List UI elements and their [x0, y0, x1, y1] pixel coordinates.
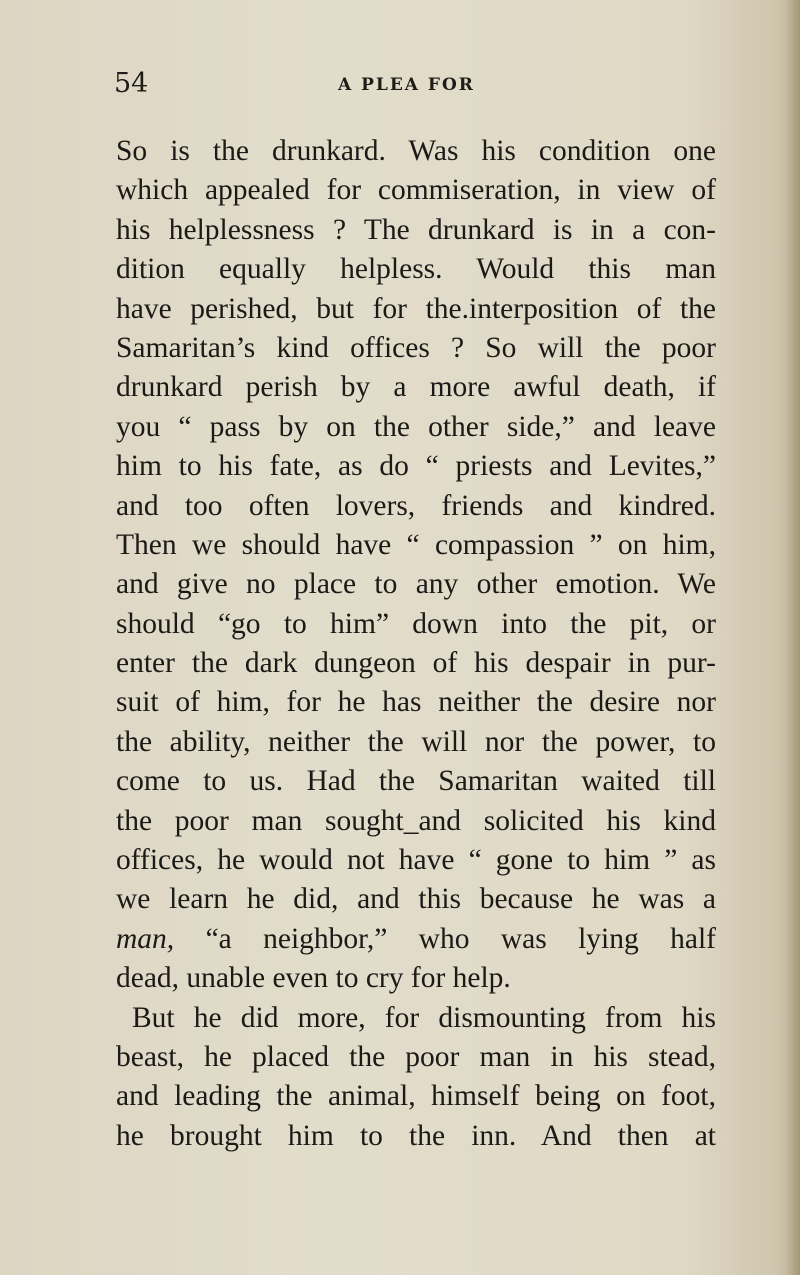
text-line: So is the drunkard. Was his condition one: [116, 135, 716, 167]
text-line: dead, unable even to cry for help.: [116, 962, 511, 995]
italic-word: man,: [116, 922, 175, 955]
page-edge-shadow: [786, 0, 800, 1275]
text-line: enter the dark dungeon of his despair in pur-: [116, 647, 716, 680]
text-line: his helplessness ? The drunkard is in a con-: [116, 213, 716, 246]
text-line: come to us. Had the Samaritan waited till: [116, 765, 716, 798]
page-header: [114, 68, 714, 108]
body-text: [116, 132, 716, 1156]
text-line: Then we should have “ compassion ” on him,: [116, 528, 716, 561]
text-line: drunkard perish by a more awful death, if: [116, 371, 716, 404]
page-number: 54: [114, 68, 149, 99]
text-line: and give no place to any other emotion. We: [116, 568, 716, 601]
text-line: offices, he would not have “ gone to him ” as: [116, 844, 716, 877]
text-line: him to his fate, as do “ priests and Levites,”: [116, 450, 716, 483]
text-line: he brought him to the inn. And then at: [116, 1119, 716, 1152]
text-line: you “ pass by on the other side,” and leave: [116, 410, 716, 443]
text-line-with-italic: [116, 920, 716, 959]
text-line: and leading the animal, himself being on foot,: [116, 1080, 716, 1113]
text-line: we learn he did, and this because he was a: [116, 883, 716, 916]
text-line: the ability, neither the will nor the power, to: [116, 725, 716, 758]
text-line: beast, he placed the poor man in his stead,: [116, 1040, 716, 1073]
text-line: have perished, but for the.interposition of the: [116, 292, 716, 325]
text-line: suit of him, for he has neither the desire nor: [116, 686, 716, 719]
text-line: should “go to him” down into the pit, or: [116, 607, 716, 640]
text-line: But he did more, for dismounting from his: [132, 1001, 716, 1034]
text-line: which appealed for commiseration, in view of: [116, 174, 716, 207]
text-fragment: “a neighbor,” who was lying half: [174, 922, 716, 955]
text-line: the poor man sought_and solicited his kind: [116, 804, 716, 837]
text-line: Samaritan’s kind offices ? So will the poor: [116, 331, 716, 364]
text-line: dition equally helpless. Would this man: [116, 253, 716, 286]
running-title: A PLEA FOR: [338, 75, 475, 95]
text-line: and too often lovers, friends and kindred.: [116, 489, 716, 522]
